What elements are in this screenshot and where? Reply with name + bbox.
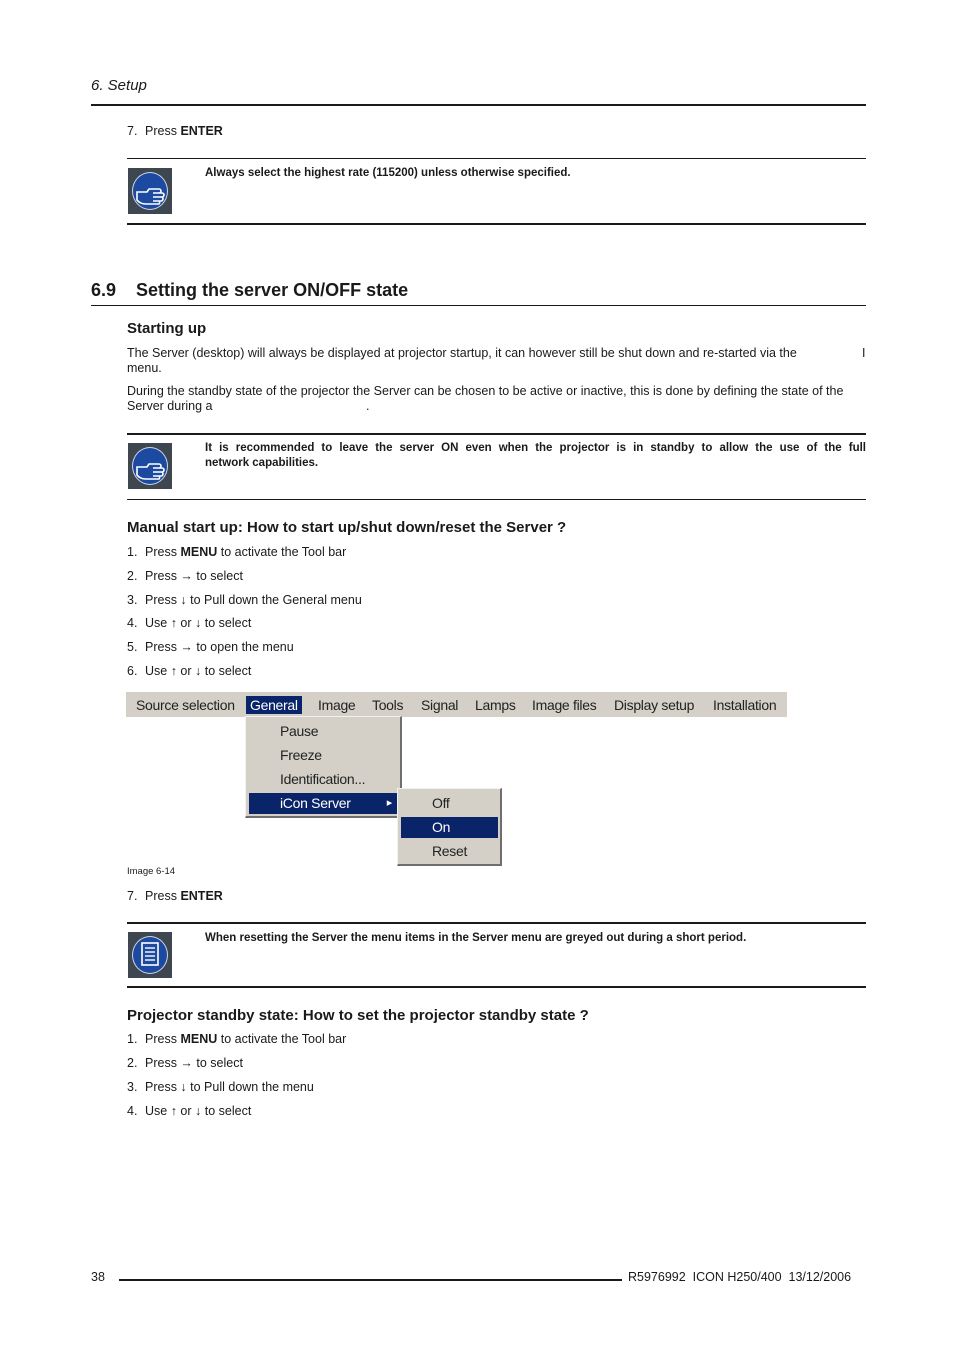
standby-heading: Projector standby state: How to set the projector standby state ? bbox=[127, 1007, 589, 1024]
note3-rule-top bbox=[127, 922, 866, 924]
step-number: 4. bbox=[127, 616, 138, 631]
notepad-icon bbox=[128, 932, 172, 978]
step-number: 3. bbox=[127, 1080, 138, 1094]
step-item bbox=[127, 1056, 243, 1071]
server-menu-item[interactable]: Off bbox=[432, 795, 450, 811]
general-menu-item-label: iCon Server bbox=[280, 795, 351, 811]
server-submenu bbox=[397, 788, 502, 866]
step-text: to activate the Tool bar bbox=[217, 545, 347, 559]
step-text: Press → to open the menu bbox=[145, 640, 294, 655]
step-item bbox=[127, 1080, 314, 1095]
para2-line1: During the standby state of the projector the Server can be chosen to be active or inactive, this is done by defining the state of the bbox=[127, 384, 844, 398]
section-heading bbox=[91, 280, 408, 301]
step-number: 5. bbox=[127, 640, 138, 655]
step-number: 2. bbox=[127, 568, 138, 583]
step-number: 2. bbox=[127, 1056, 138, 1070]
step-key: ENTER bbox=[180, 124, 223, 138]
step-number: 7. bbox=[127, 889, 138, 903]
step-item bbox=[127, 1032, 346, 1047]
note3-rule-bottom bbox=[127, 986, 866, 988]
menu-bar-item[interactable]: Installation bbox=[713, 697, 777, 713]
footer-page-number: 38 bbox=[91, 1270, 105, 1284]
tip2-rule-top bbox=[127, 433, 866, 435]
general-menu-item[interactable]: Pause bbox=[280, 723, 319, 739]
step-item bbox=[127, 640, 294, 655]
general-menu-item-selected[interactable] bbox=[249, 793, 397, 814]
section-rule bbox=[91, 305, 866, 306]
tip2-note-line1: It is recommended to leave the server ON even when the projector is in standby to allow the use of the full bbox=[205, 442, 866, 454]
header-rule bbox=[91, 104, 866, 106]
step-number: 3. bbox=[127, 592, 138, 607]
para1-tail: I bbox=[862, 346, 866, 360]
step-text: Press bbox=[145, 889, 181, 903]
manual-step-7 bbox=[127, 889, 223, 904]
para2-line2: Server during a bbox=[127, 399, 213, 413]
step-item bbox=[127, 1104, 251, 1119]
step-item bbox=[127, 664, 251, 679]
starting-up-heading: Starting up bbox=[127, 320, 207, 337]
pointing-hand-icon bbox=[128, 443, 172, 489]
step-text: Press → to select bbox=[145, 1056, 243, 1070]
footer-doc-info: R5976992 ICON H250/400 13/12/2006 bbox=[628, 1270, 852, 1284]
menu-bar bbox=[126, 692, 787, 717]
menu-bar-item[interactable]: Lamps bbox=[475, 697, 516, 713]
step-item bbox=[127, 545, 346, 560]
server-menu-item-label: On bbox=[432, 819, 451, 835]
menu-bar-item[interactable]: Tools bbox=[372, 697, 404, 713]
para1-line2: menu. bbox=[127, 361, 162, 375]
menu-bar-item[interactable]: Signal bbox=[421, 697, 459, 713]
menu-bar-item[interactable]: Display setup bbox=[614, 697, 695, 713]
section-number: 6.9 bbox=[91, 280, 117, 300]
server-menu-item[interactable]: Reset bbox=[432, 843, 468, 859]
top-step-7 bbox=[127, 124, 223, 139]
footer-rule bbox=[119, 1279, 622, 1281]
menu-bar-item[interactable]: Image bbox=[318, 697, 356, 713]
general-menu-item[interactable]: Identification... bbox=[280, 771, 366, 787]
para1-line1: The Server (desktop) will always be displayed at projector startup, it can however still be shut down and re-started via the bbox=[127, 346, 797, 360]
menu-bar-item[interactable]: Image files bbox=[532, 697, 597, 713]
tip-note-text: Always select the highest rate (115200) unless otherwise specified. bbox=[205, 167, 571, 179]
step-number: 7. bbox=[127, 124, 138, 138]
general-menu-item[interactable]: Freeze bbox=[280, 747, 322, 763]
pointing-hand-icon bbox=[128, 168, 172, 214]
step-text: Press bbox=[145, 124, 181, 138]
step-key: ENTER bbox=[180, 889, 223, 903]
manual-heading: Manual start up: How to start up/shut down/reset the Server ? bbox=[127, 519, 567, 536]
step-item bbox=[127, 616, 251, 631]
step-text: Press ↓ to Pull down the menu bbox=[145, 1080, 314, 1094]
step-number: 1. bbox=[127, 545, 138, 559]
step-text: Press ↓ to Pull down the General menu bbox=[145, 592, 362, 607]
step-item bbox=[127, 593, 362, 608]
submenu-arrow-icon: ▸ bbox=[386, 797, 392, 809]
step-text: Use ↑ or ↓ to select bbox=[145, 616, 252, 631]
tip-rule-bottom bbox=[127, 223, 866, 225]
step-text: Use ↑ or ↓ to select bbox=[145, 664, 252, 678]
menu-bar-item-selected[interactable]: General bbox=[246, 696, 302, 714]
tip2-note-line2: network capabilities. bbox=[205, 457, 319, 469]
step-item bbox=[127, 569, 243, 584]
step-number: 6. bbox=[127, 664, 138, 678]
step-number: 4. bbox=[127, 1104, 138, 1118]
step-key: MENU bbox=[180, 1032, 218, 1046]
general-dropdown bbox=[245, 716, 402, 818]
step-text: Use ↑ or ↓ to select bbox=[145, 1104, 252, 1118]
step-text: Press bbox=[145, 545, 181, 559]
step-number: 1. bbox=[127, 1032, 138, 1046]
para2-end: . bbox=[366, 399, 370, 413]
server-menu-item-selected[interactable] bbox=[401, 817, 498, 838]
tip-rule-top bbox=[127, 158, 866, 159]
step-key: MENU bbox=[180, 545, 218, 559]
note3-text: When resetting the Server the menu items in the Server menu are greyed out during a short period. bbox=[205, 932, 747, 944]
header-section-title: 6. Setup bbox=[91, 77, 147, 94]
menu-bar-item[interactable]: Source selection bbox=[136, 697, 235, 713]
image-caption: Image 6-14 bbox=[127, 866, 176, 877]
step-text: to activate the Tool bar bbox=[217, 1032, 347, 1046]
step-text: Press → to select bbox=[145, 568, 243, 583]
tip2-rule-bottom bbox=[127, 499, 866, 500]
step-text: Press bbox=[145, 1032, 181, 1046]
section-title: Setting the server ON/OFF state bbox=[136, 280, 409, 300]
